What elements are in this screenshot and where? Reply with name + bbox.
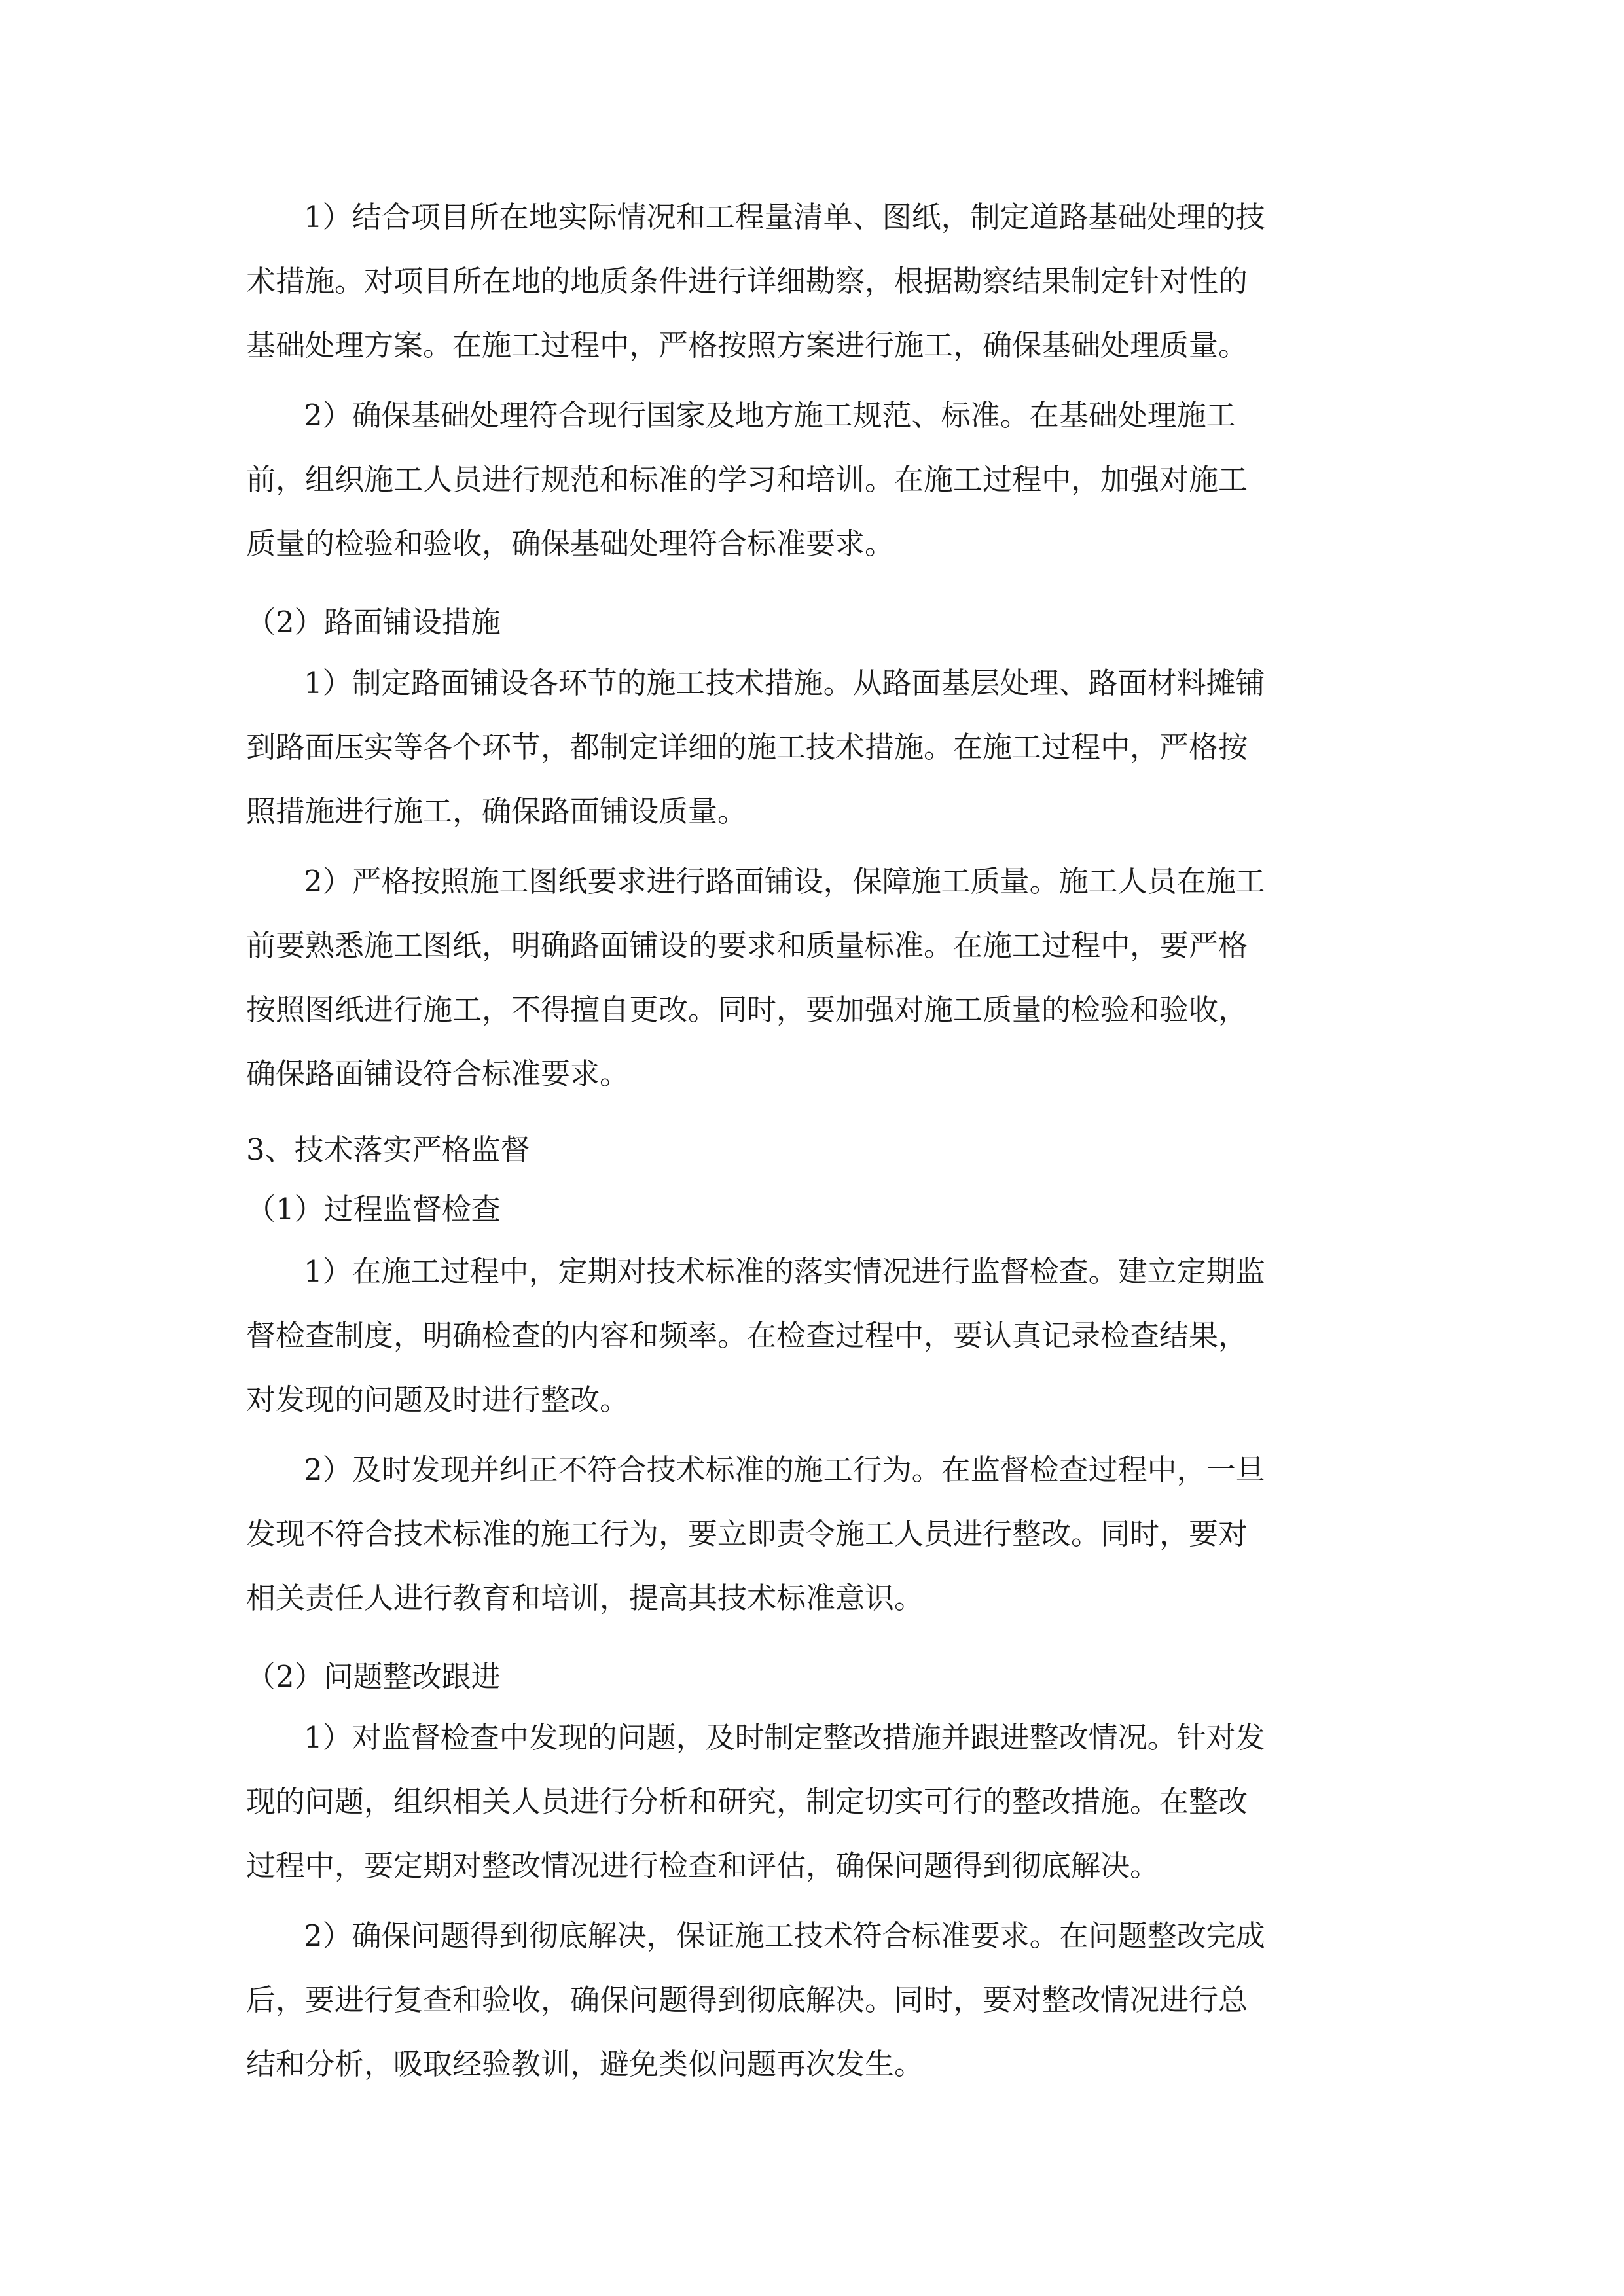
text-line: 现的问题，组织相关人员进行分析和研究，制定切实可行的整改措施。在整改 — [246, 1784, 1248, 1819]
text-line: 术措施。对项目所在地的地质条件进行详细勘察，根据勘察结果制定针对性的 — [246, 264, 1248, 298]
text-line: 1）制定路面铺设各环节的施工技术措施。从路面基层处理、路面材料摊铺 — [304, 666, 1265, 700]
section-heading: （2）路面铺设措施 — [246, 605, 501, 639]
text-line: 1）在施工过程中，定期对技术标准的落实情况进行监督检查。建立定期监 — [304, 1254, 1265, 1289]
text-line: 按照图纸进行施工，不得擅自更改。同时，要加强对施工质量的检验和验收， — [246, 992, 1248, 1027]
text-line: 2）确保基础处理符合现行国家及地方施工规范、标准。在基础处理施工 — [304, 398, 1236, 433]
text-line: 后，要进行复查和验收，确保问题得到彻底解决。同时，要对整改情况进行总 — [246, 1982, 1248, 2017]
text-line: 过程中，要定期对整改情况进行检查和评估，确保问题得到彻底解决。 — [246, 1848, 1160, 1883]
text-line: 到路面压实等各个环节，都制定详细的施工技术措施。在施工过程中，严格按 — [246, 730, 1248, 764]
section-heading: 3、技术落实严格监督 — [246, 1132, 530, 1167]
text-line: 督检查制度，明确检查的内容和频率。在检查过程中，要认真记录检查结果， — [246, 1318, 1248, 1353]
text-line: 照措施进行施工，确保路面铺设质量。 — [246, 794, 748, 829]
text-line: 前要熟悉施工图纸，明确路面铺设的要求和质量标准。在施工过程中，要严格 — [246, 928, 1248, 963]
text-line: 发现不符合技术标准的施工行为，要立即责令施工人员进行整改。同时，要对 — [246, 1516, 1248, 1551]
text-line: 结和分析，吸取经验教训，避免类似问题再次发生。 — [246, 2047, 924, 2081]
text-line: 2）及时发现并纠正不符合技术标准的施工行为。在监督检查过程中，一旦 — [304, 1452, 1265, 1487]
text-line: 2）确保问题得到彻底解决，保证施工技术符合标准要求。在问题整改完成 — [304, 1918, 1265, 1953]
text-line: 相关责任人进行教育和培训，提高其技术标准意识。 — [246, 1581, 924, 1615]
text-line: 2）严格按照施工图纸要求进行路面铺设，保障施工质量。施工人员在施工 — [304, 864, 1265, 899]
text-line: 1）对监督检查中发现的问题，及时制定整改措施并跟进整改情况。针对发 — [304, 1720, 1265, 1755]
section-heading: （2）问题整改跟进 — [246, 1659, 501, 1694]
text-line: 质量的检验和验收，确保基础处理符合标准要求。 — [246, 526, 895, 561]
text-line: 前，组织施工人员进行规范和标准的学习和培训。在施工过程中，加强对施工 — [246, 462, 1248, 497]
section-heading: （1）过程监督检查 — [246, 1192, 501, 1227]
text-line: 基础处理方案。在施工过程中，严格按照方案进行施工，确保基础处理质量。 — [246, 328, 1248, 363]
text-line: 对发现的问题及时进行整改。 — [246, 1382, 630, 1417]
text-line: 确保路面铺设符合标准要求。 — [246, 1056, 630, 1091]
text-line: 1）结合项目所在地实际情况和工程量清单、图纸，制定道路基础处理的技 — [304, 200, 1265, 234]
